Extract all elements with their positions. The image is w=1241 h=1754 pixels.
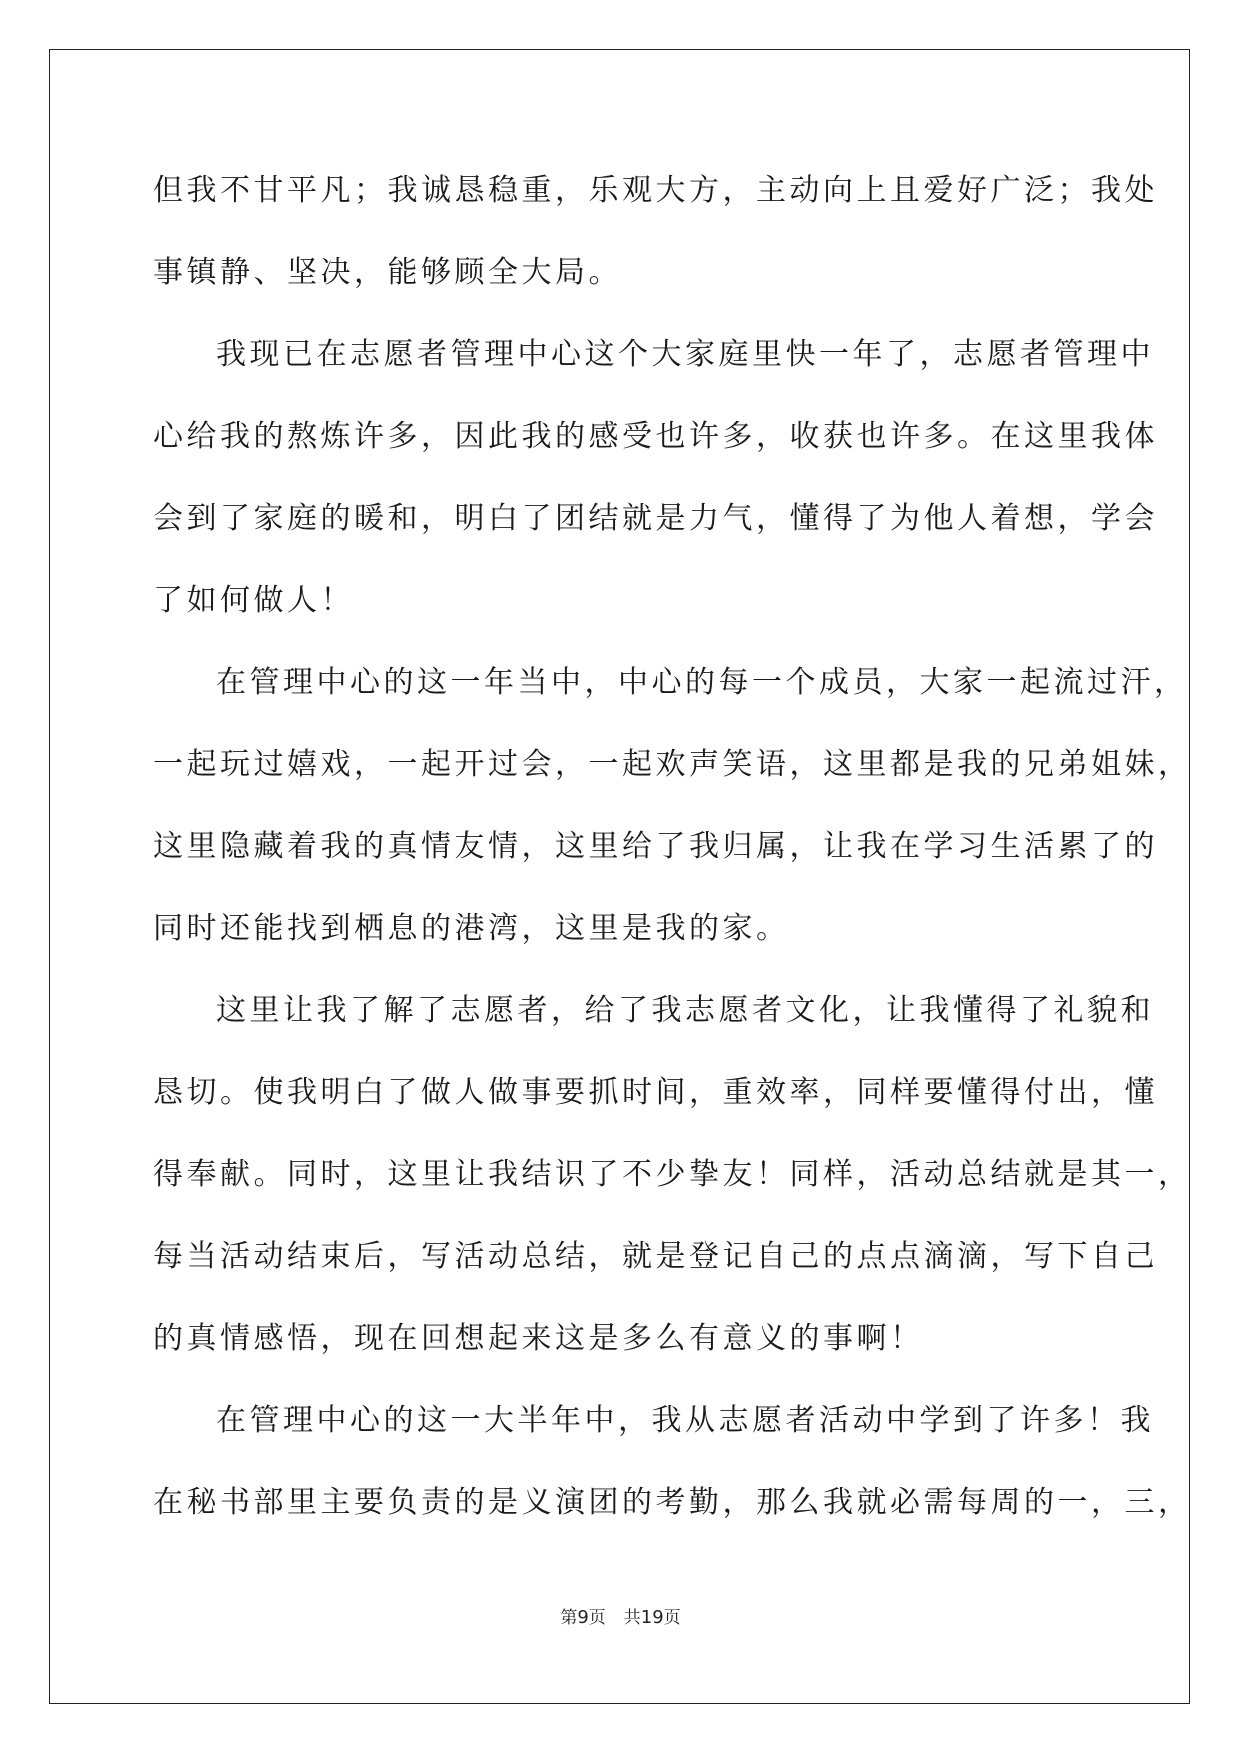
text-line: 这里让我了解了志愿者，给了我志愿者文化，让我懂得了礼貌和 [216, 993, 1154, 1028]
text-line: 每当活动结束后，写活动总结，就是登记自己的点点滴滴，写下自己 [153, 1239, 1158, 1274]
text-line: 在管理中心的这一大半年中，我从志愿者活动中学到了许多！我 [216, 1403, 1154, 1438]
text-line: 同时还能找到栖息的港湾，这里是我的家。 [153, 911, 790, 946]
total-prefix: 共 [623, 1608, 641, 1628]
text-line: 的真情感悟，现在回想起来这是多么有意义的事啊！ [153, 1321, 924, 1356]
page-suffix: 页 [588, 1608, 606, 1628]
page-footer [0, 1603, 1241, 1628]
text-line: 在管理中心的这一年当中，中心的每一个成员，大家一起流过汗， [216, 665, 1188, 700]
document-body [153, 150, 1192, 1544]
text-line: 一起玩过嬉戏，一起开过会，一起欢声笑语，这里都是我的兄弟姐妹， [153, 747, 1192, 782]
page-prefix: 第 [560, 1608, 578, 1628]
total-pages: 19 [640, 1607, 664, 1628]
total-suffix: 页 [663, 1608, 681, 1628]
text-line: 心给我的熬炼许多，因此我的感受也许多，收获也许多。在这里我体 [153, 419, 1158, 454]
text-line: 我现已在志愿者管理中心这个大家庭里快一年了，志愿者管理中 [216, 337, 1154, 372]
text-line: 了如何做人！ [153, 583, 354, 618]
text-line: 得奉献。同时，这里让我结识了不少挚友！同样，活动总结就是其一， [153, 1157, 1192, 1192]
text-line: 这里隐藏着我的真情友情，这里给了我归属，让我在学习生活累了的 [153, 829, 1158, 864]
text-line: 恳切。使我明白了做人做事要抓时间，重效率，同样要懂得付出，懂 [153, 1075, 1158, 1110]
text-line: 在秘书部里主要负责的是义演团的考勤，那么我就必需每周的一，三， [153, 1485, 1192, 1520]
text-line: 事镇静、坚决，能够顾全大局。 [153, 255, 622, 290]
page-number: 9 [577, 1607, 589, 1628]
text-line: 会到了家庭的暖和，明白了团结就是力气，懂得了为他人着想，学会 [153, 501, 1158, 536]
text-line: 但我不甘平凡；我诚恳稳重，乐观大方，主动向上且爱好广泛；我处 [153, 173, 1158, 208]
